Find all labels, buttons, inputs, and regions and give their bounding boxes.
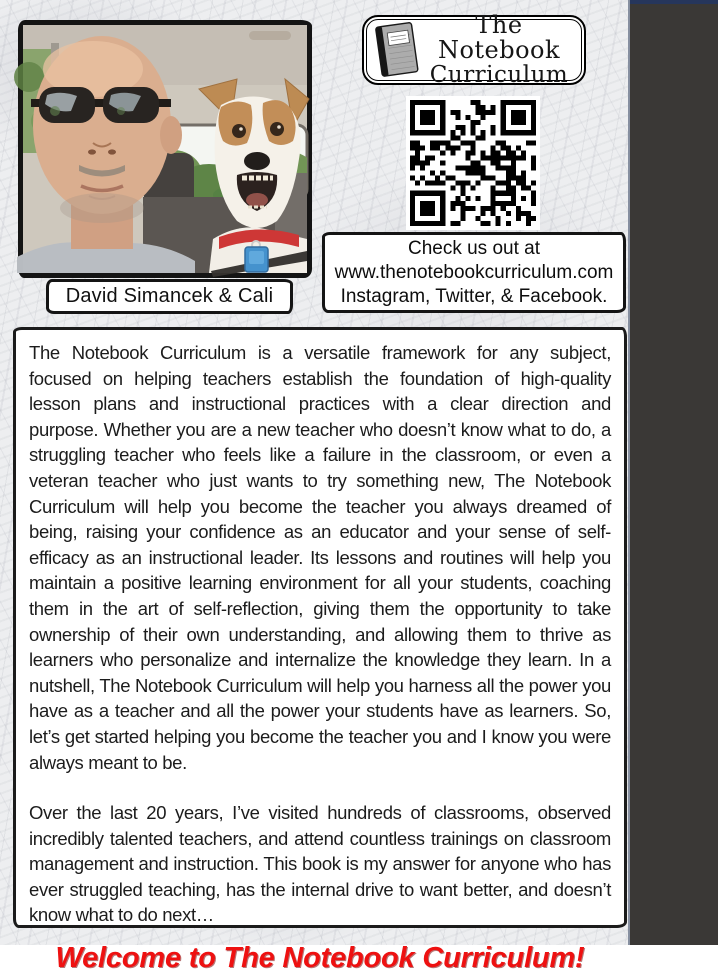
photo-caption-text: David Simancek & Cali [65, 285, 274, 307]
right-edge-bar [628, 0, 718, 945]
qr-code-canvas [410, 100, 536, 226]
logo-title-line1: The Notebook [437, 10, 561, 64]
social-box [322, 232, 626, 313]
logo-box [362, 10, 586, 89]
social-line-2: www.thenotebookcurriculum.com [334, 261, 614, 283]
photo-caption [46, 279, 293, 314]
social-line-3: Instagram, Twitter, & Facebook. [340, 285, 608, 307]
notebook-icon [369, 19, 423, 81]
photo-frame [18, 20, 312, 278]
logo-title [423, 10, 575, 89]
intro-paragraph-1: The Notebook Curriculum is a versatile framework for any subject, focused on helping teachers establish the foundation of high-quality lesson plans and instructional practices with a clear direction and purpose. Whether you are a new teacher who doesn’t know what to do, a struggling teacher who feels like a failure in the classroom, or even a veteran teacher who just wants to try something new, The Notebook Curriculum will help you become the teacher you always dreamed of being, raising your confidence as an educator and your sense of self-efficacy as an instructional leader. Its lessons and routines will help you maintain a positive learning environment for all your students, coaching them in the art of self-reflection, giving them the opportunity to take ownership of their own understanding, and allowing them to thrive as learners who personalize and internalize the knowledge they learn. In a nutshell, The Notebook Curriculum will help you harness all the power you have as a teacher and all the power your students have as learners. So, let’s get started helping you become the teacher you and I know you were always meant to be. [29, 342, 611, 773]
intro-box [13, 327, 627, 975]
logo-inner-border [366, 10, 582, 89]
profile-photo [23, 25, 307, 273]
logo-title-line2: Curriculum [429, 62, 569, 89]
intro-paragraph-2: Over the last 20 years, I’ve visited hundreds of classrooms, observed incredibly talented teachers, and attend countless trainings on classroom management and instruction. This book is my answer for anyone who has ever struggled teaching, has the internal drive to want better, and doesn’t know what to do next… [29, 802, 611, 926]
navy-top-strip [630, 0, 718, 4]
social-line-1: Check us out at [407, 237, 541, 259]
qr-code [406, 96, 540, 230]
welcome-heading: Welcome to The Notebook Curriculum! [55, 942, 585, 975]
